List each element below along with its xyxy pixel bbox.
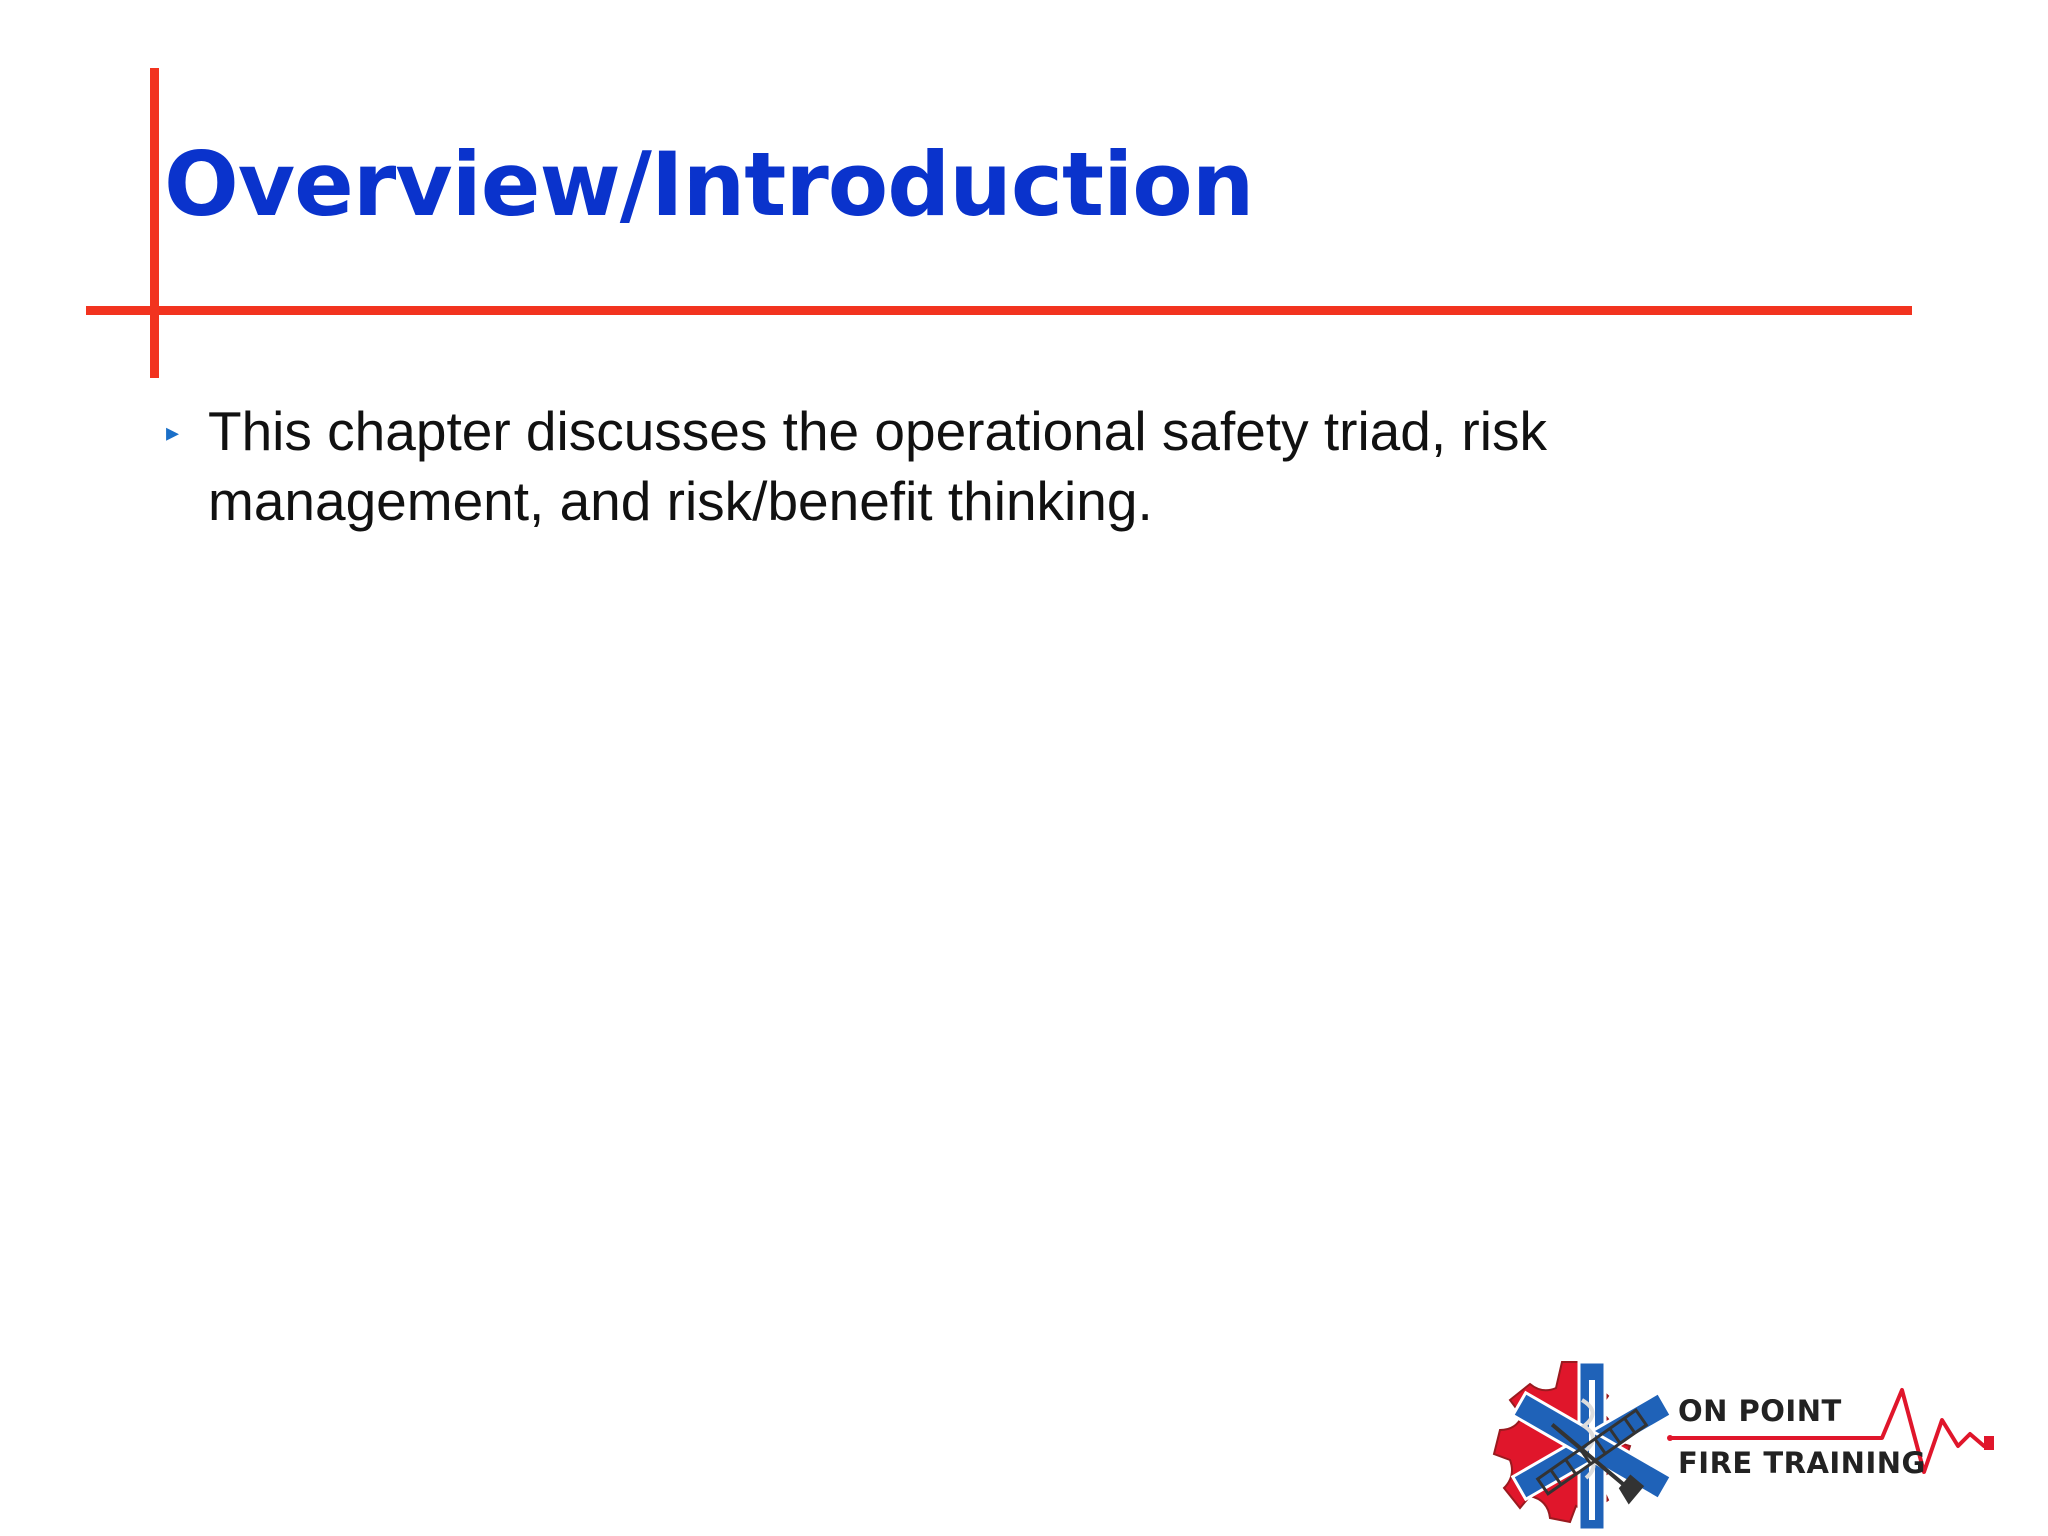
logo-emblem-icon <box>1490 1350 2000 1530</box>
horizontal-accent-line <box>86 306 1912 315</box>
bullet-text: This chapter discusses the operational safety triad, risk management, and risk/benefit thinking. <box>208 400 1547 532</box>
on-point-fire-training-logo <box>1490 1350 2000 1530</box>
vertical-accent-line <box>150 68 159 378</box>
triangle-bullet-icon: ▸ <box>166 418 180 448</box>
slide-title: Overview/Introduction <box>164 133 1254 236</box>
logo-text-line-2: FIRE TRAINING <box>1678 1446 1926 1480</box>
bullet-list <box>166 396 1726 536</box>
logo-text-line-1: ON POINT <box>1678 1394 1842 1428</box>
bullet-item <box>166 396 1726 536</box>
